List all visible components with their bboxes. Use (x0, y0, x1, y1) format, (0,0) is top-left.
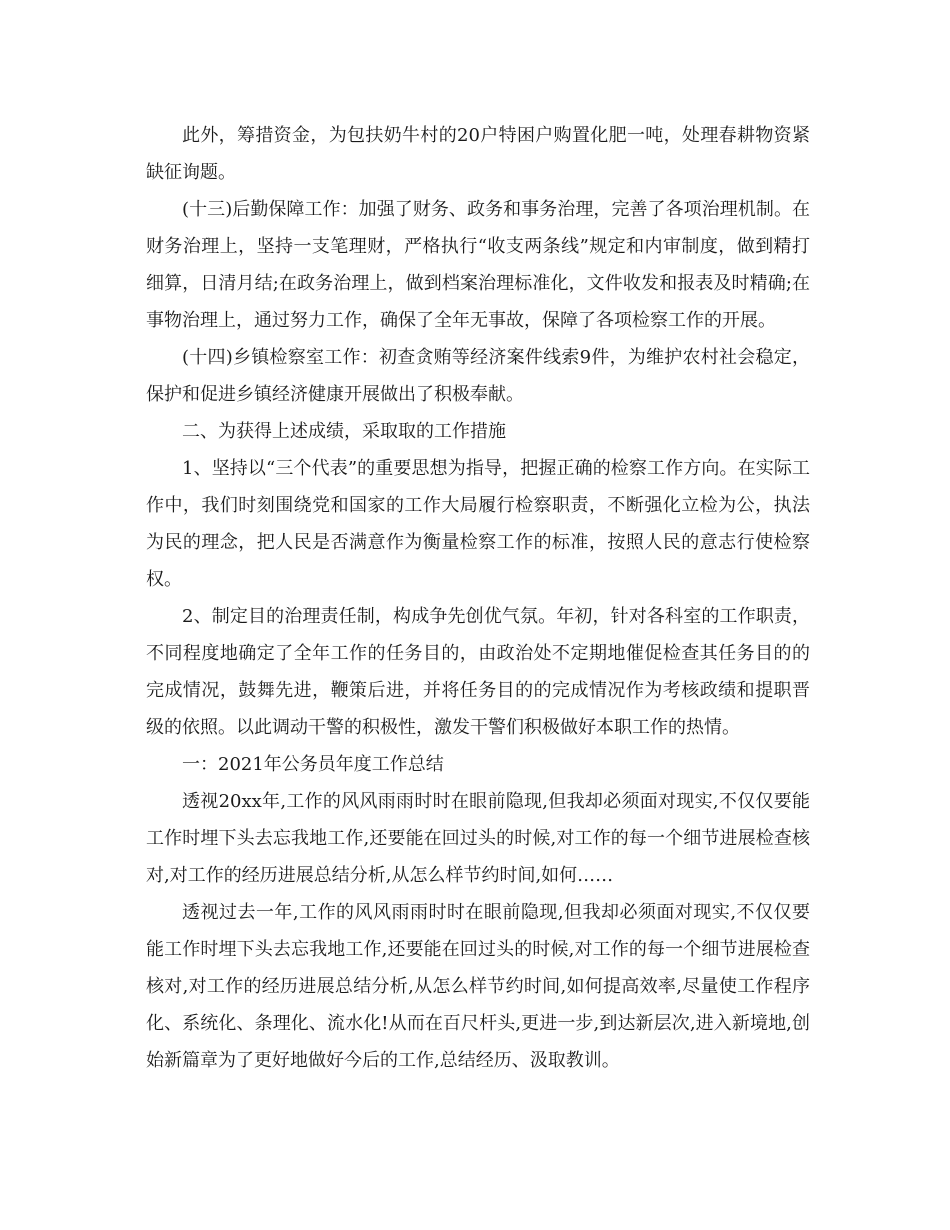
section-heading-annual-summary: 一：2021年公务员年度工作总结 (182, 754, 444, 775)
paragraph-fertilizer-purchase: 此外，筹措资金，为包扶奶牛村的20户特困户购置化肥一吨，处理春耕物资紧缺征询题。 (146, 125, 810, 183)
paragraph-summary-excerpt: 透视20xx年,工作的风风雨雨时时在眼前隐现,但我却必须面对现实,不仅仅要能工作时埋下头去忘我地工作,还要能在回过头的时候,对工作的每一个细节进展检查核对,对工作的经历进展总结分析,从怎么样节约时间,如何…… (146, 791, 810, 886)
paragraph-summary-full: 透视过去一年,工作的风风雨雨时时在眼前隐现,但我却必须面对现实,不仅仅要能工作时埋下头去忘我地工作,还要能在回过头的时候,对工作的每一个细节进展检查核对,对工作的经历进展总结分析,从怎么样节约时间,如何提高效率,尽量使工作程序化、系统化、条理化、流水化!从而在百尺杆头,更进一步,到达新层次,进入新境地,创始新篇章为了更好地做好今后的工作,总结经历、汲取教训。 (146, 902, 810, 1071)
paragraph-measure-2: 2、制定目的治理责任制，构成争先创优气氛。年初，针对各科室的工作职责，不同程度地确定了全年工作的任务目的，由政治处不定期地催促检查其任务目的的完成情况，鼓舞先进，鞭策后进，并将任务目的的完成情况作为考核政绩和提职晋级的依照。以此调动干警的积极性，激发干警们积极做好本职工作的热情。 (146, 606, 810, 738)
paragraph-logistics-support: (十三)后勤保障工作：加强了财务、政务和事务治理，完善了各项治理机制。在财务治理上，坚持一支笔理财，严格执行“收支两条线”规定和内审制度，做到精打细算，日清月结;在政务治理上，做到档案治理标准化，文件收发和报表及时精确;在事物治理上，通过努力工作，确保了全年无事故，保障了各项检察工作的开展。 (146, 199, 810, 331)
section-heading-measures: 二、为获得上述成绩，采取取的工作措施 (182, 421, 506, 442)
paragraph-township-procuratorate: (十四)乡镇检察室工作：初查贪贿等经济案件线索9件，为维护农村社会稳定，保护和促进乡镇经济健康开展做出了积极奉献。 (146, 347, 810, 405)
paragraph-measure-1: 1、坚持以“三个代表”的重要思想为指导，把握正确的检察工作方向。在实际工作中，我们时刻围绕党和国家的工作大局履行检察职责，不断强化立检为公，执法为民的理念，把人民是否满意作为衡量检察工作的标准，按照人民的意志行使检察权。 (146, 458, 810, 590)
document-body (146, 117, 810, 1079)
